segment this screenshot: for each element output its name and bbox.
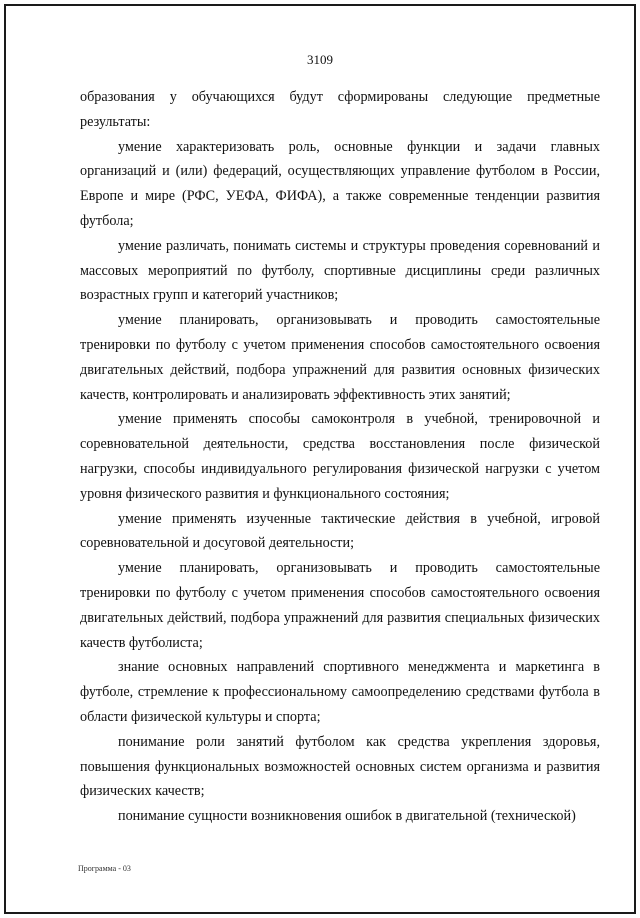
paragraph-item: умение применять способы самоконтроля в учебной, тренировочной и соревновательной деятельности, средства восстановления после физической нагрузки, способы индивидуального регулирования физической нагрузки с учетом уровня физического развития и функционального состояния;	[80, 411, 600, 502]
paragraph-item: умение характеризовать роль, основные функции и задачи главных организаций и (или) федераций, осуществляющих управление футболом в России, Европе и мире (РФС, УЕФА, ФИФА), а также современные тенденции развития футбола;	[80, 138, 600, 229]
footer-note: Программа - 03	[78, 864, 131, 873]
paragraph-item-truncated: понимание сущности возникновения ошибок в двигательной (технической)	[118, 808, 576, 825]
paragraph-item: умение применять изученные тактические действия в учебной, игровой соревновательной и досуговой деятельности;	[80, 510, 600, 552]
document-body	[80, 85, 600, 829]
paragraph-item: умение планировать, организовывать и проводить самостоятельные тренировки по футболу с учетом применения способов самостоятельного освоения двигательных действий, подбора упражнений для развития специальных физических качеств футболиста;	[80, 560, 600, 651]
paragraph-item: умение планировать, организовывать и проводить самостоятельные тренировки по футболу с учетом применения способов самостоятельного освоения двигательных действий, подбора упражнений для развития основных физических качеств, контролировать и анализировать эффективность этих занятий;	[80, 312, 600, 403]
paragraph-item: знание основных направлений спортивного менеджмента и маркетинга в футболе, стремление к профессиональному самоопределению средствами футбола в области физической культуры и спорта;	[80, 659, 600, 725]
page-number: 3109	[307, 52, 333, 67]
paragraph-item: понимание роли занятий футболом как средства укрепления здоровья, повышения функциональных возможностей основных систем организма и развития физических качеств;	[80, 733, 600, 800]
paragraph-intro: образования у обучающихся будут сформированы следующие предметные результаты:	[80, 89, 600, 130]
paragraph-item: умение различать, понимать системы и структуры проведения соревнований и массовых мероприятий по футболу, спортивные дисциплины среди различных возрастных групп и категорий участников;	[80, 237, 600, 304]
